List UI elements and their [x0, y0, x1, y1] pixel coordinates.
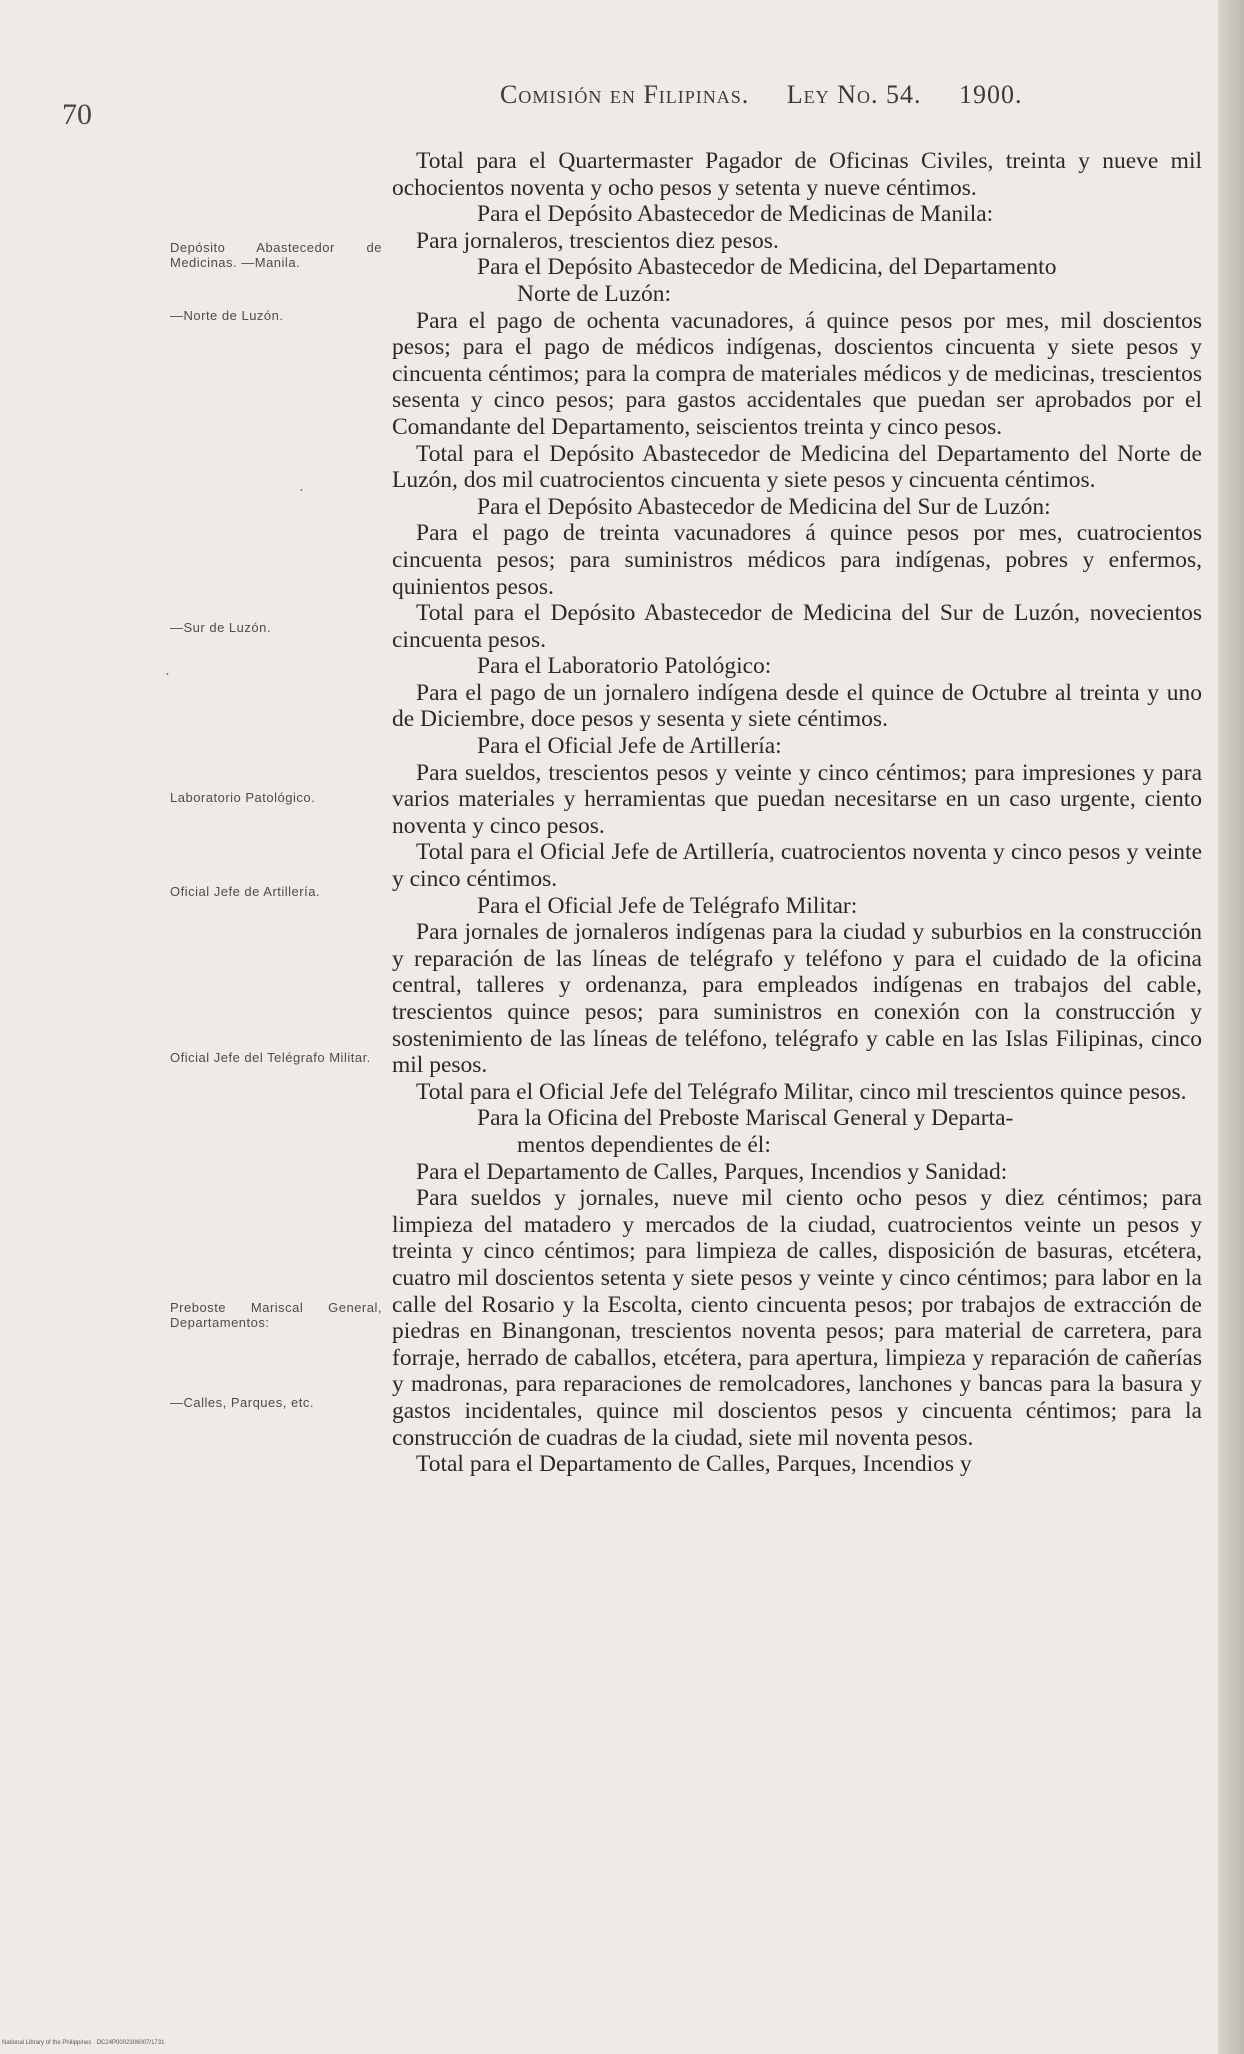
section-heading: Para el Depósito Abastecedor de Medicinas de Manila: — [477, 201, 994, 228]
margin-note-sur-luzon: —Sur de Luzón. — [170, 620, 271, 635]
paragraph: Para sueldos y jornales, nueve mil ciento ocho pesos y diez céntimos; para limpieza del matadero y mercados de la ciudad, cuatrocientos veinte un pesos y treinta y cinco céntimos; para limpieza de calles, disposición de basuras, etcétera, cuatro mil doscientos setenta y siete pesos y veinte y cinco céntimos; para labor en la calle del Rosario y la Escolta, ciento cincuenta pesos; por trabajos de extracción de piedras en Binangonan, trescientos noventa pesos; para material de carretera, para forraje, herrado de caballos, etcétera, para apertura, limpieza y reparación de cañerías y madronas, para reparaciones de remolcadores, lanchones y bancas para la basura y gastos incidentales, quince mil doscientos pesos y cincuenta céntimos; para la construcción de cuadras de la ciudad, siete mil noventa pesos. — [392, 1185, 1202, 1451]
margin-note-calles: —Calles, Parques, etc. — [170, 1395, 314, 1410]
paragraph: Para el pago de treinta vacunadores á quince pesos por mes, cuatrocientos cincuenta pesos; para suministros médicos para indígenas, pobres y enfermos, quinientos pesos. — [392, 520, 1202, 600]
paragraph: Total para el Quartermaster Pagador de Oficinas Civiles, treinta y nueve mil ochocientos noventa y ocho pesos y setenta y nueve céntimos. — [392, 148, 1202, 201]
scan-speck: • — [166, 670, 169, 679]
section-heading: Para el Oficial Jefe de Telégrafo Militar: — [477, 892, 858, 919]
section-heading: Para el Depósito Abastecedor de Medicina del Sur de Luzón: — [477, 493, 1051, 520]
section-heading: Para el Oficial Jefe de Artillería: — [477, 733, 782, 760]
margin-note-deposito-manila: Depósito Abastecedor de Medicinas. —Manila. — [170, 240, 382, 270]
page-number: 70 — [62, 98, 92, 131]
section-heading-continued: Norte de Luzón: — [517, 280, 672, 307]
paragraph: Para el pago de ochenta vacunadores, á quince pesos por mes, mil doscientos pesos; para el pago de médicos indígenas, doscientos cincuenta y siete pesos y cincuenta céntimos; para la compra de materiales médicos y de medicinas, trescientos sesenta y cinco pesos; para gastos accidentales que puedan ser aprobados por el Comandante del Departamento, seiscientos treinta y cinco pesos. — [392, 307, 1202, 440]
page-edge-shadow — [1218, 0, 1244, 2054]
paragraph: Para el pago de un jornalero indígena desde el quince de Octubre al treinta y uno de Diciembre, doce pesos y sesenta y siete céntimos. — [392, 679, 1202, 733]
running-head — [500, 80, 1100, 110]
paragraph: Total para el Depósito Abastecedor de Medicina del Sur de Luzón, novecientos cincuenta pesos. — [392, 600, 1202, 653]
margin-note-preboste: Preboste Mariscal General, Departamentos: — [170, 1300, 382, 1330]
margin-note-telegrafo: Oficial Jefe del Telégrafo Militar. — [170, 1050, 371, 1065]
section-heading: Para el Depósito Abastecedor de Medicina, del Departamento — [477, 254, 1057, 281]
paragraph: Para jornaleros, trescientos diez pesos. — [416, 227, 779, 254]
section-heading: Para la Oficina del Preboste Mariscal General y Departa- — [477, 1105, 1014, 1132]
margin-note-artilleria: Oficial Jefe de Artillería. — [170, 884, 321, 899]
scan-speck: • — [300, 486, 303, 495]
section-heading-continued: mentos dependientes de él: — [517, 1131, 771, 1158]
margin-note-laboratorio: Laboratorio Patológico. — [170, 790, 316, 805]
paragraph: Total para el Depósito Abastecedor de Medicina del Departamento del Norte de Luzón, dos mil cuatrocientos cincuenta y siete pesos y cincuenta céntimos. — [392, 440, 1202, 494]
running-head-year: 1900. — [958, 80, 1023, 109]
running-head-title: Comisión en Filipinas. — [500, 80, 750, 109]
paragraph: Total para el Oficial Jefe de Artillería, cuatrocientos noventa y cinco pesos y veinte y cinco céntimos. — [392, 839, 1202, 893]
paragraph: Total para el Oficial Jefe del Telégrafo Militar, cinco mil trescientos quince pesos. — [416, 1078, 1187, 1105]
paragraph: Para sueldos, trescientos pesos y veinte y cinco céntimos; para impresiones y para varios materiales y herramientas que puedan necesitarse en un caso urgente, ciento noventa y cinco pesos. — [392, 759, 1202, 839]
body-text — [392, 148, 1202, 1478]
paragraph: Para jornales de jornaleros indígenas para la ciudad y suburbios en la construcción y reparación de las líneas de telégrafo y teléfono y para el cuidado de la oficina central, talleres y ordenanza, para empleados indígenas en trabajos del cable, trescientos quince pesos; para suministros en conexión con la construcción y sostenimiento de las líneas de teléfono, telégrafo y cable en las Islas Filipinas, cinco mil pesos. — [392, 919, 1202, 1079]
running-head-law: Ley No. 54. — [786, 80, 922, 109]
paragraph: Para el Departamento de Calles, Parques, Incendios y Sanidad: — [416, 1158, 1008, 1185]
section-heading: Para el Laboratorio Patológico: — [477, 653, 772, 680]
paragraph: Total para el Departamento de Calles, Parques, Incendios y — [416, 1451, 972, 1478]
margin-note-norte-luzon: —Norte de Luzón. — [170, 308, 284, 323]
footer-watermark: National Library of the Philippines · DC24P0002306007/1731 — [2, 2040, 165, 2046]
